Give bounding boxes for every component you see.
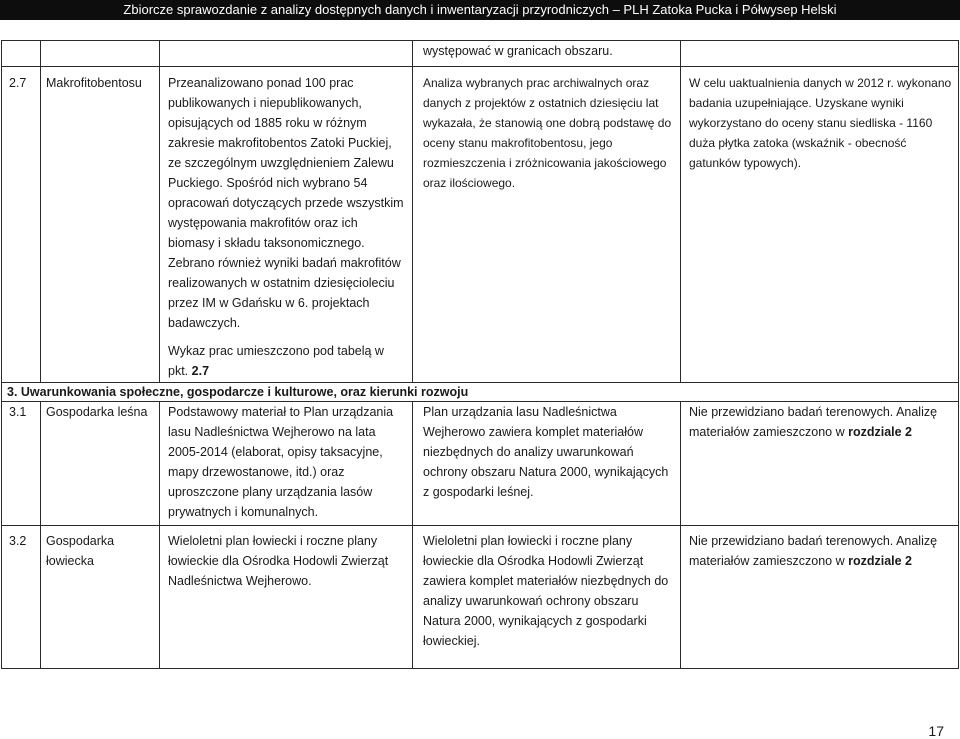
row-number: 2.7 xyxy=(9,76,27,90)
row-name-cell xyxy=(41,67,160,383)
source-reference-number: 2.7 xyxy=(191,364,210,378)
conclusions-cell xyxy=(681,402,959,526)
assessment-cell xyxy=(413,402,681,526)
assessment-text: Analiza wybranych prac archiwalnych oraz danych z projektów z ostatnich dziesięciu lat wykazała, że stanowią one dobrą podstawę do oceny stanu makrofitobentosu, jego rozmieszczenia i zróżnicowania jakościowego oraz ilościowego. xyxy=(423,76,672,190)
source-text: Wieloletni plan łowiecki i roczne plany łowieckie dla Ośrodka Hodowli Zwierząt Nadleśnictwa Wejherowo. xyxy=(168,534,389,588)
analysis-table xyxy=(1,40,959,669)
conclusions-reference: rozdziale 2 xyxy=(848,554,913,568)
conclusions-cell xyxy=(681,526,959,669)
table-row-continuation xyxy=(2,41,959,67)
assessment-text: Wieloletni plan łowiecki i roczne plany łowieckie dla Ośrodka Hodowli Zwierząt zawiera komplet materiałów niezbędnych do analizy uwarunkowań ochrony obszaru Natura 2000, wynikających z gospodarki łowieckiej. xyxy=(423,534,669,648)
source-reference-text: Wykaz prac umieszczono pod tabelą w pkt. xyxy=(168,344,384,378)
conclusions-reference: rozdziale 2 xyxy=(848,425,913,439)
row-number: 3.1 xyxy=(9,405,27,419)
source-paragraph: Przeanalizowano ponad 100 prac publikowanych i niepublikowanych, opisujących od 1885 roku w różnym zakresie makrofitobentos Zatoki Puckiej, ze szczególnym uwzględnieniem Zalewu Puckiego. Spośród nich wybrano 54 opracowań dotyczących przede wszystkim występowania makrofitów oraz ich biomasy i składu taksonomicznego. Zebrano również wyniki badań makrofitów realizowanych w ostatnim dziesięcioleciu przez IM w Gdańsku w 6. projektach badawczych. xyxy=(168,76,404,330)
row-name-cell xyxy=(41,526,160,669)
row-name-cell xyxy=(41,402,160,526)
assessment-cell xyxy=(413,67,681,383)
assessment-text: Plan urządzania lasu Nadleśnictwa Wejherowo zawiera komplet materiałów niezbędnych do analizy uwarunkowań ochrony obszaru Natura 2000, wynikających z gospodarki leśnej. xyxy=(423,405,669,499)
cell-empty xyxy=(41,41,160,67)
row-number-cell xyxy=(2,526,41,669)
document-header xyxy=(0,0,960,20)
assessment-cell xyxy=(413,526,681,669)
source-cell xyxy=(160,67,413,383)
cell-empty xyxy=(681,41,959,67)
continuation-text: występować w granicach obszaru. xyxy=(423,44,613,58)
source-text: Podstawowy materiał to Plan urządzania lasu Nadleśnictwa Wejherowo na lata 2005-2014 (elaborat, opisy taksacyjne, mapy drzewostanowe, itd.) oraz uproszczone plany urządzania lasów prywatnych i komunalnych. xyxy=(168,405,394,519)
row-name: Gospodarka łowiecka xyxy=(46,534,115,568)
source-reference-paragraph xyxy=(168,341,407,381)
row-number: 3.2 xyxy=(9,534,27,548)
table-row-3-2 xyxy=(2,526,959,669)
section-header-cell xyxy=(2,383,959,402)
conclusions-cell xyxy=(681,67,959,383)
cell-empty xyxy=(160,41,413,67)
row-name: Makrofitobentosu xyxy=(46,76,142,90)
header-title: Zbiorcze sprawozdanie z analizy dostępnych danych i inwentaryzacji przyrodniczych – PLH Zatoka Pucka i Półwysep Helski xyxy=(123,2,837,17)
source-cell xyxy=(160,526,413,669)
conclusions-text: Nie przewidziano badań terenowych. Analizę materiałów zamieszczono w xyxy=(689,534,938,568)
row-name: Gospodarka leśna xyxy=(46,405,148,419)
conclusions-text: W celu uaktualnienia danych w 2012 r. wykonano badania uzupełniające. Uzyskane wyniki wykorzystano do oceny stanu siedliska - 1160 duża płytka zatoka (wskaźnik - obecność gatunków typowych). xyxy=(689,76,952,170)
table-row-2-7 xyxy=(2,67,959,383)
section-title: 3. Uwarunkowania społeczne, gospodarcze i kulturowe, oraz kierunki rozwoju xyxy=(7,385,469,399)
table-row-3-1 xyxy=(2,402,959,526)
conclusions-text: Nie przewidziano badań terenowych. Analizę materiałów zamieszczono w xyxy=(689,405,938,439)
page-number: 17 xyxy=(928,723,944,739)
section-header-row xyxy=(2,383,959,402)
row-number-cell xyxy=(2,402,41,526)
row-number-cell xyxy=(2,67,41,383)
cell-empty xyxy=(2,41,41,67)
source-cell xyxy=(160,402,413,526)
assessment-cell xyxy=(413,41,681,67)
